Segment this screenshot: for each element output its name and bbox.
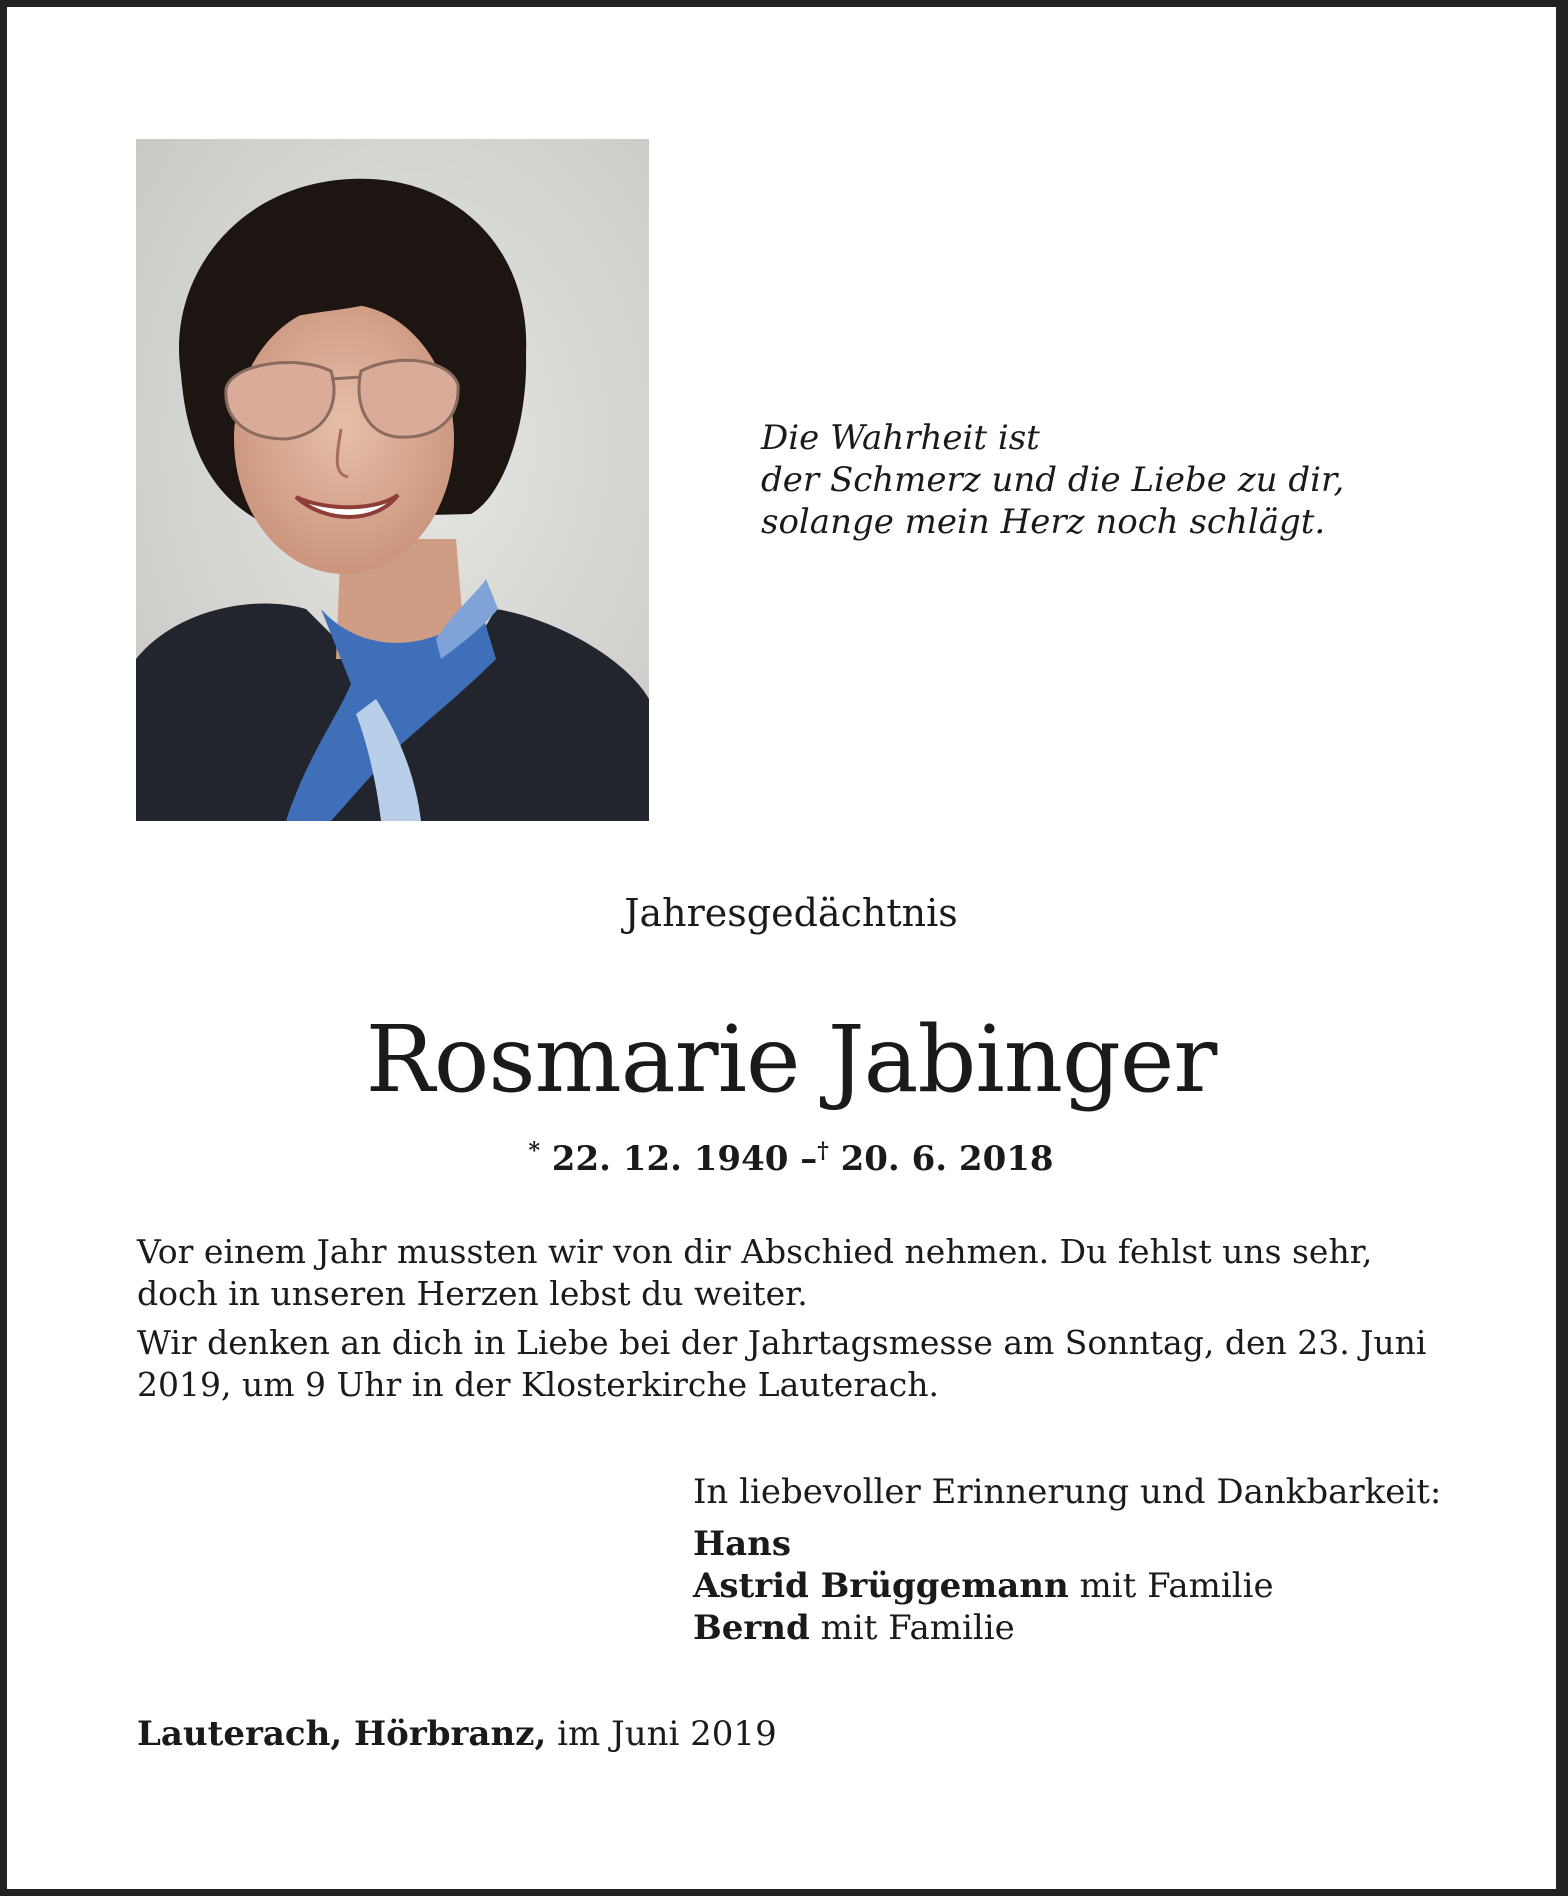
quote-line: der Schmerz und die Liebe zu dir, <box>761 460 1345 500</box>
birth-date: 22. 12. 1940 <box>551 1139 789 1179</box>
mourners-block <box>693 1471 1453 1649</box>
mourner-suffix: mit Familie <box>820 1608 1015 1648</box>
mourner-entry <box>693 1523 1453 1565</box>
date-separator: – <box>800 1139 818 1179</box>
death-date: 20. 6. 2018 <box>840 1139 1054 1179</box>
mourner-entry <box>693 1565 1453 1607</box>
occasion-heading: Jahresgedächtnis <box>624 891 958 935</box>
memorial-quote <box>761 417 1344 543</box>
place-towns: Lauterach, Hörbranz, <box>137 1714 547 1754</box>
mourners-intro: In liebevoller Erinnerung und Dankbarkeit: <box>693 1472 1442 1512</box>
portrait-illustration <box>136 139 649 821</box>
quote-line: Die Wahrheit ist <box>761 418 1040 458</box>
memorial-paragraph: Vor einem Jahr mussten wir von dir Abschied nehmen. Du fehlst uns sehr, doch in unseren Herzen lebst du weiter. <box>137 1232 1373 1313</box>
mourner-name: Hans <box>693 1524 792 1564</box>
mourner-suffix: mit Familie <box>1079 1566 1274 1606</box>
life-dates <box>7 1129 1568 1181</box>
birth-symbol: * <box>528 1138 540 1164</box>
mourner-name: Astrid Brüggemann <box>693 1566 1069 1606</box>
quote-line: solange mein Herz noch schlägt. <box>761 502 1326 542</box>
mourner-name: Bernd <box>693 1608 810 1648</box>
place-date: im Juni 2019 <box>557 1714 777 1754</box>
mourner-entry <box>693 1607 1453 1649</box>
deceased-name: Rosmarie Jabinger <box>365 1006 1217 1113</box>
memorial-paragraph: Wir denken an dich in Liebe bei der Jahrtagsmesse am Sonntag, den 23. Juni 2019, um 9 Uhr in der Klosterkirche Lauterach. <box>137 1323 1427 1404</box>
death-symbol: † <box>817 1138 829 1164</box>
memorial-text <box>137 1231 1447 1413</box>
place-and-date <box>137 1712 777 1756</box>
portrait-photo <box>136 139 649 821</box>
